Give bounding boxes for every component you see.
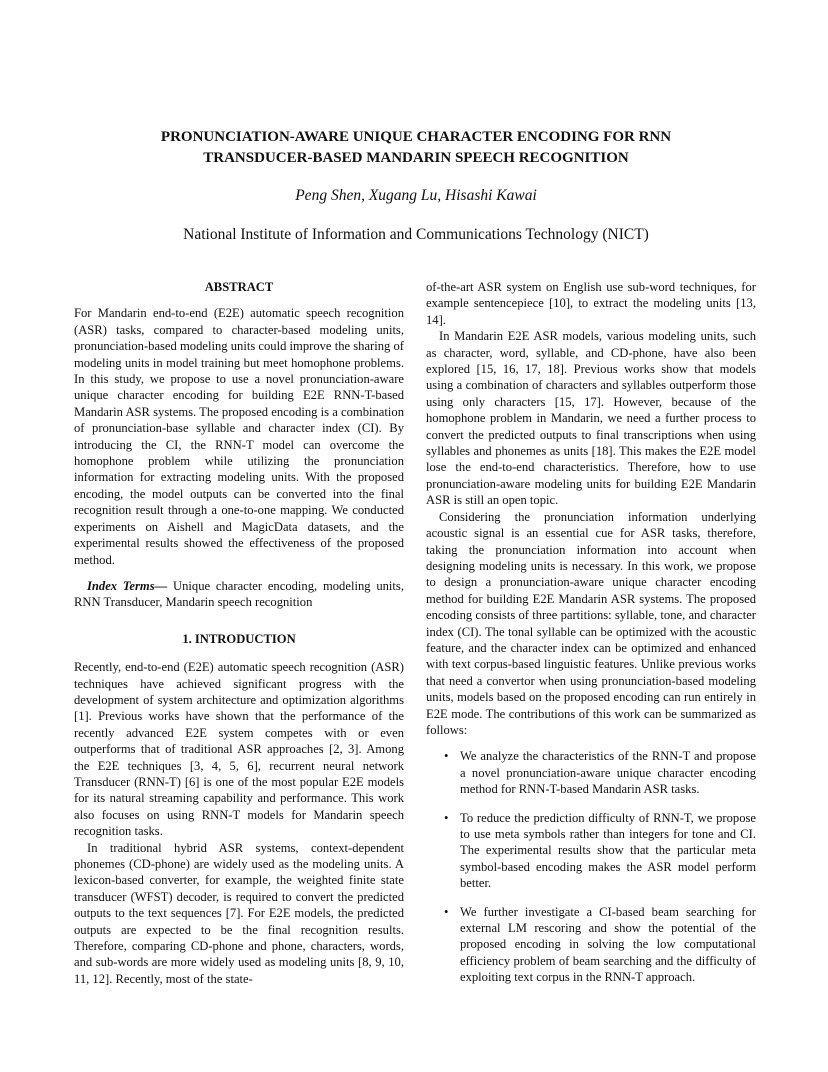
contributions-list — [426, 748, 756, 985]
right-paragraph-3: Considering the pronunciation information underlying acoustic signal is an essential cue for ASR tasks, therefore, taking the pronunciation information into account when designing modeling units is necessary. In this work, we propose to design a pronunciation-aware unique character encoding method for building E2E Mandarin ASR systems. The proposed encoding consists of three partitions: syllable, tone, and character index (CI). The tonal syllable can be optimized with the acoustic feature, and the character index can be optimized and enhanced with text corpus-based linguistic features. Unlike previous works that need a convertor when using pronunciation-based modeling units, models based on the proposed encoding can run entirely in E2E mode. The contributions of this work can be summarized as follows: — [426, 509, 756, 737]
abstract-heading: ABSTRACT — [204, 280, 274, 294]
intro-paragraph-1: Recently, end-to-end (E2E) automatic speech recognition (ASR) techniques have achieved significant progress with the development of system architecture and optimization algorithms [1]. Previous works have shown that the performance of the recently advanced E2E system competes with or even outperforms that of traditional ASR approaches [2, 3]. Among the E2E techniques [3, 4, 5, 6], recurrent neural network Transducer (RNN-T) [6] is one of the most popular E2E models for its natural streaming capability and performance. This work also focuses on using RNN-T models for Mandarin speech recognition tasks. — [74, 660, 404, 839]
abstract-text: For Mandarin end-to-end (E2E) automatic speech recognition (ASR) tasks, compared to character-based modeling units, pronunciation-based modeling units could improve the sharing of modeling units in model training but meet homophone problems. In this study, we propose to use a novel pronunciation-aware unique character encoding for building E2E RNN-T-based Mandarin ASR systems. The proposed encoding is a combination of pronunciation-base syllable and character index (CI). By introducing the CI, the RNN-T model can overcome the homophone problem while utilizing the pronunciation information for extracting modeling units. With the proposed encoding, the model outputs can be converted into the final recognition result through a one-to-one mapping. We conducted experiments on Aishell and MagicData datasets, and the experimental results showed the effectiveness of the proposed method. — [74, 306, 404, 567]
right-paragraph-2: In Mandarin E2E ASR models, various modeling units, such as character, word, syllable, and CD-phone, have also been explored [15, 16, 17, 18]. Previous works show that models using a combination of characters and syllables outperform those using only characters [15, 17]. However, because of the homophone problem in Mandarin, we need a further process to convert the predicted outputs to final transcriptions when using syllables and phonemes as units [18]. This makes the E2E model lose the end-to-end characteristics. Therefore, how to use pronunciation-aware modeling units for building E2E Mandarin ASR is still an open topic. — [426, 329, 756, 508]
index-terms — [74, 578, 404, 611]
contribution-item: • We further investigate a CI-based beam searching for external LM rescoring and show the potential of the proposed encoding in solving the low computational efficiency problem of beam searching and the difficulty of exploiting text corpus in the RNN-T approach. — [426, 904, 756, 986]
intro-paragraph-2: In traditional hybrid ASR systems, context-dependent phonemes (CD-phone) are widely used as the modeling units. A lexicon-based converter, for example, the weighted finite state transducer (WFST) decoder, is required to convert the predicted outputs to the text sequences [7]. For E2E models, the predicted outputs are expected to be the final recognition results. Therefore, comparing CD-phone and phone, characters, words, and sub-words are more widely used as modeling units [8, 9, 10, 11, 12]. Recently, most of the state- — [74, 840, 404, 986]
paper-title — [90, 127, 742, 169]
title-line-2: TRANSDUCER-BASED MANDARIN SPEECH RECOGNITION — [203, 150, 629, 166]
contribution-item: • To reduce the prediction difficulty of RNN-T, we propose to use meta symbols rather than integers for tone and CI. The experimental results show that the particular meta symbol-based encoding makes the ASR model perform better. — [426, 810, 756, 892]
index-terms-label: Index Terms— — [87, 578, 168, 593]
right-column — [426, 279, 756, 998]
arxiv-side-identifier — [14, 296, 54, 756]
introduction-heading: 1. INTRODUCTION — [182, 631, 296, 646]
index-terms-text: Unique character encoding, modeling units, RNN Transducer, Mandarin speech recognition — [74, 578, 404, 610]
affiliation: National Institute of Information and Communications Technology (NICT) — [183, 226, 649, 243]
right-paragraph-1: of-the-art ASR system on English use sub-word techniques, for example sentencepiece [10], to extract the modeling units [13, 14]. — [426, 280, 756, 327]
authors: Peng Shen, Xugang Lu, Hisashi Kawai — [295, 187, 537, 204]
title-line-1: PRONUNCIATION-AWARE UNIQUE CHARACTER ENCODING FOR RNN — [160, 129, 672, 145]
contribution-item: • We analyze the characteristics of the RNN-T and propose a novel pronunciation-aware unique character encoding method for RNN-T-based Mandarin ASR tasks. — [426, 748, 756, 797]
left-column — [74, 279, 404, 987]
